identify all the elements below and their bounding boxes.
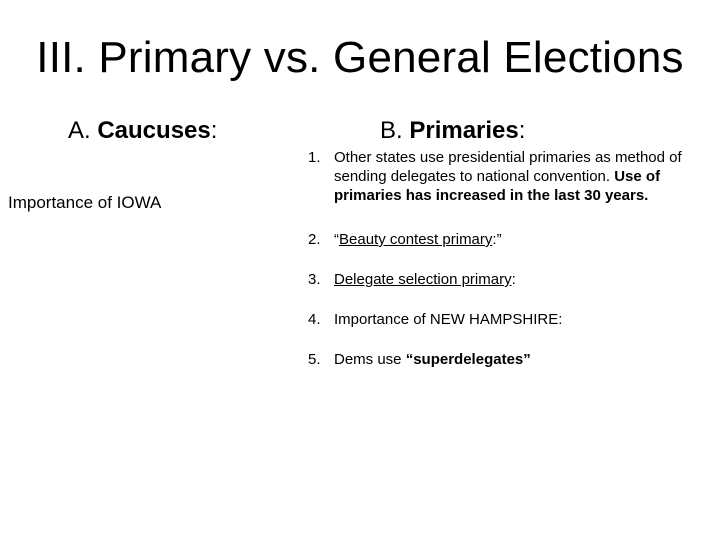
list-item [308, 148, 708, 205]
primaries-label: Primaries [409, 117, 519, 144]
list-text: Importance of NEW HAMPSHIRE: [334, 311, 563, 328]
iowa-note: Importance of IOWA [8, 193, 162, 212]
primaries-suffix: : [518, 117, 526, 144]
caucuses-heading [68, 116, 217, 146]
list-item [308, 230, 708, 249]
close-punct: : [511, 271, 516, 288]
item-underlined-text: Delegate selection primary [334, 271, 512, 288]
close-punct: :” [492, 231, 502, 248]
list-text [334, 350, 708, 369]
slide-title: III. Primary vs. General Elections [36, 33, 684, 82]
item-bold-text: “superdelegates” [405, 351, 531, 368]
list-item [308, 350, 708, 369]
list-number: 3. [308, 271, 321, 288]
open-quote: “ [334, 231, 339, 248]
list-item [308, 270, 708, 289]
list-item [308, 310, 708, 329]
list-text [334, 148, 708, 205]
list-number: 5. [308, 351, 321, 368]
item-underlined-text: Beauty contest primary [339, 231, 493, 248]
list-number: 4. [308, 311, 321, 328]
caucuses-prefix: A. [68, 117, 98, 144]
primaries-prefix: B. [380, 117, 410, 144]
caucuses-label: Caucuses [97, 117, 211, 144]
item-text: Dems use [334, 351, 406, 368]
item-bold-text: Use of primaries has increased in the last 30 years. [334, 168, 661, 204]
list-number: 1. [308, 149, 321, 166]
caucuses-suffix: : [210, 117, 218, 144]
list-text [334, 270, 708, 289]
list-number: 2. [308, 231, 321, 248]
list-text [334, 230, 708, 249]
primaries-heading [380, 116, 525, 146]
item-text: Other states use presidential primaries as method of sending delegates to national convention. [334, 149, 682, 185]
